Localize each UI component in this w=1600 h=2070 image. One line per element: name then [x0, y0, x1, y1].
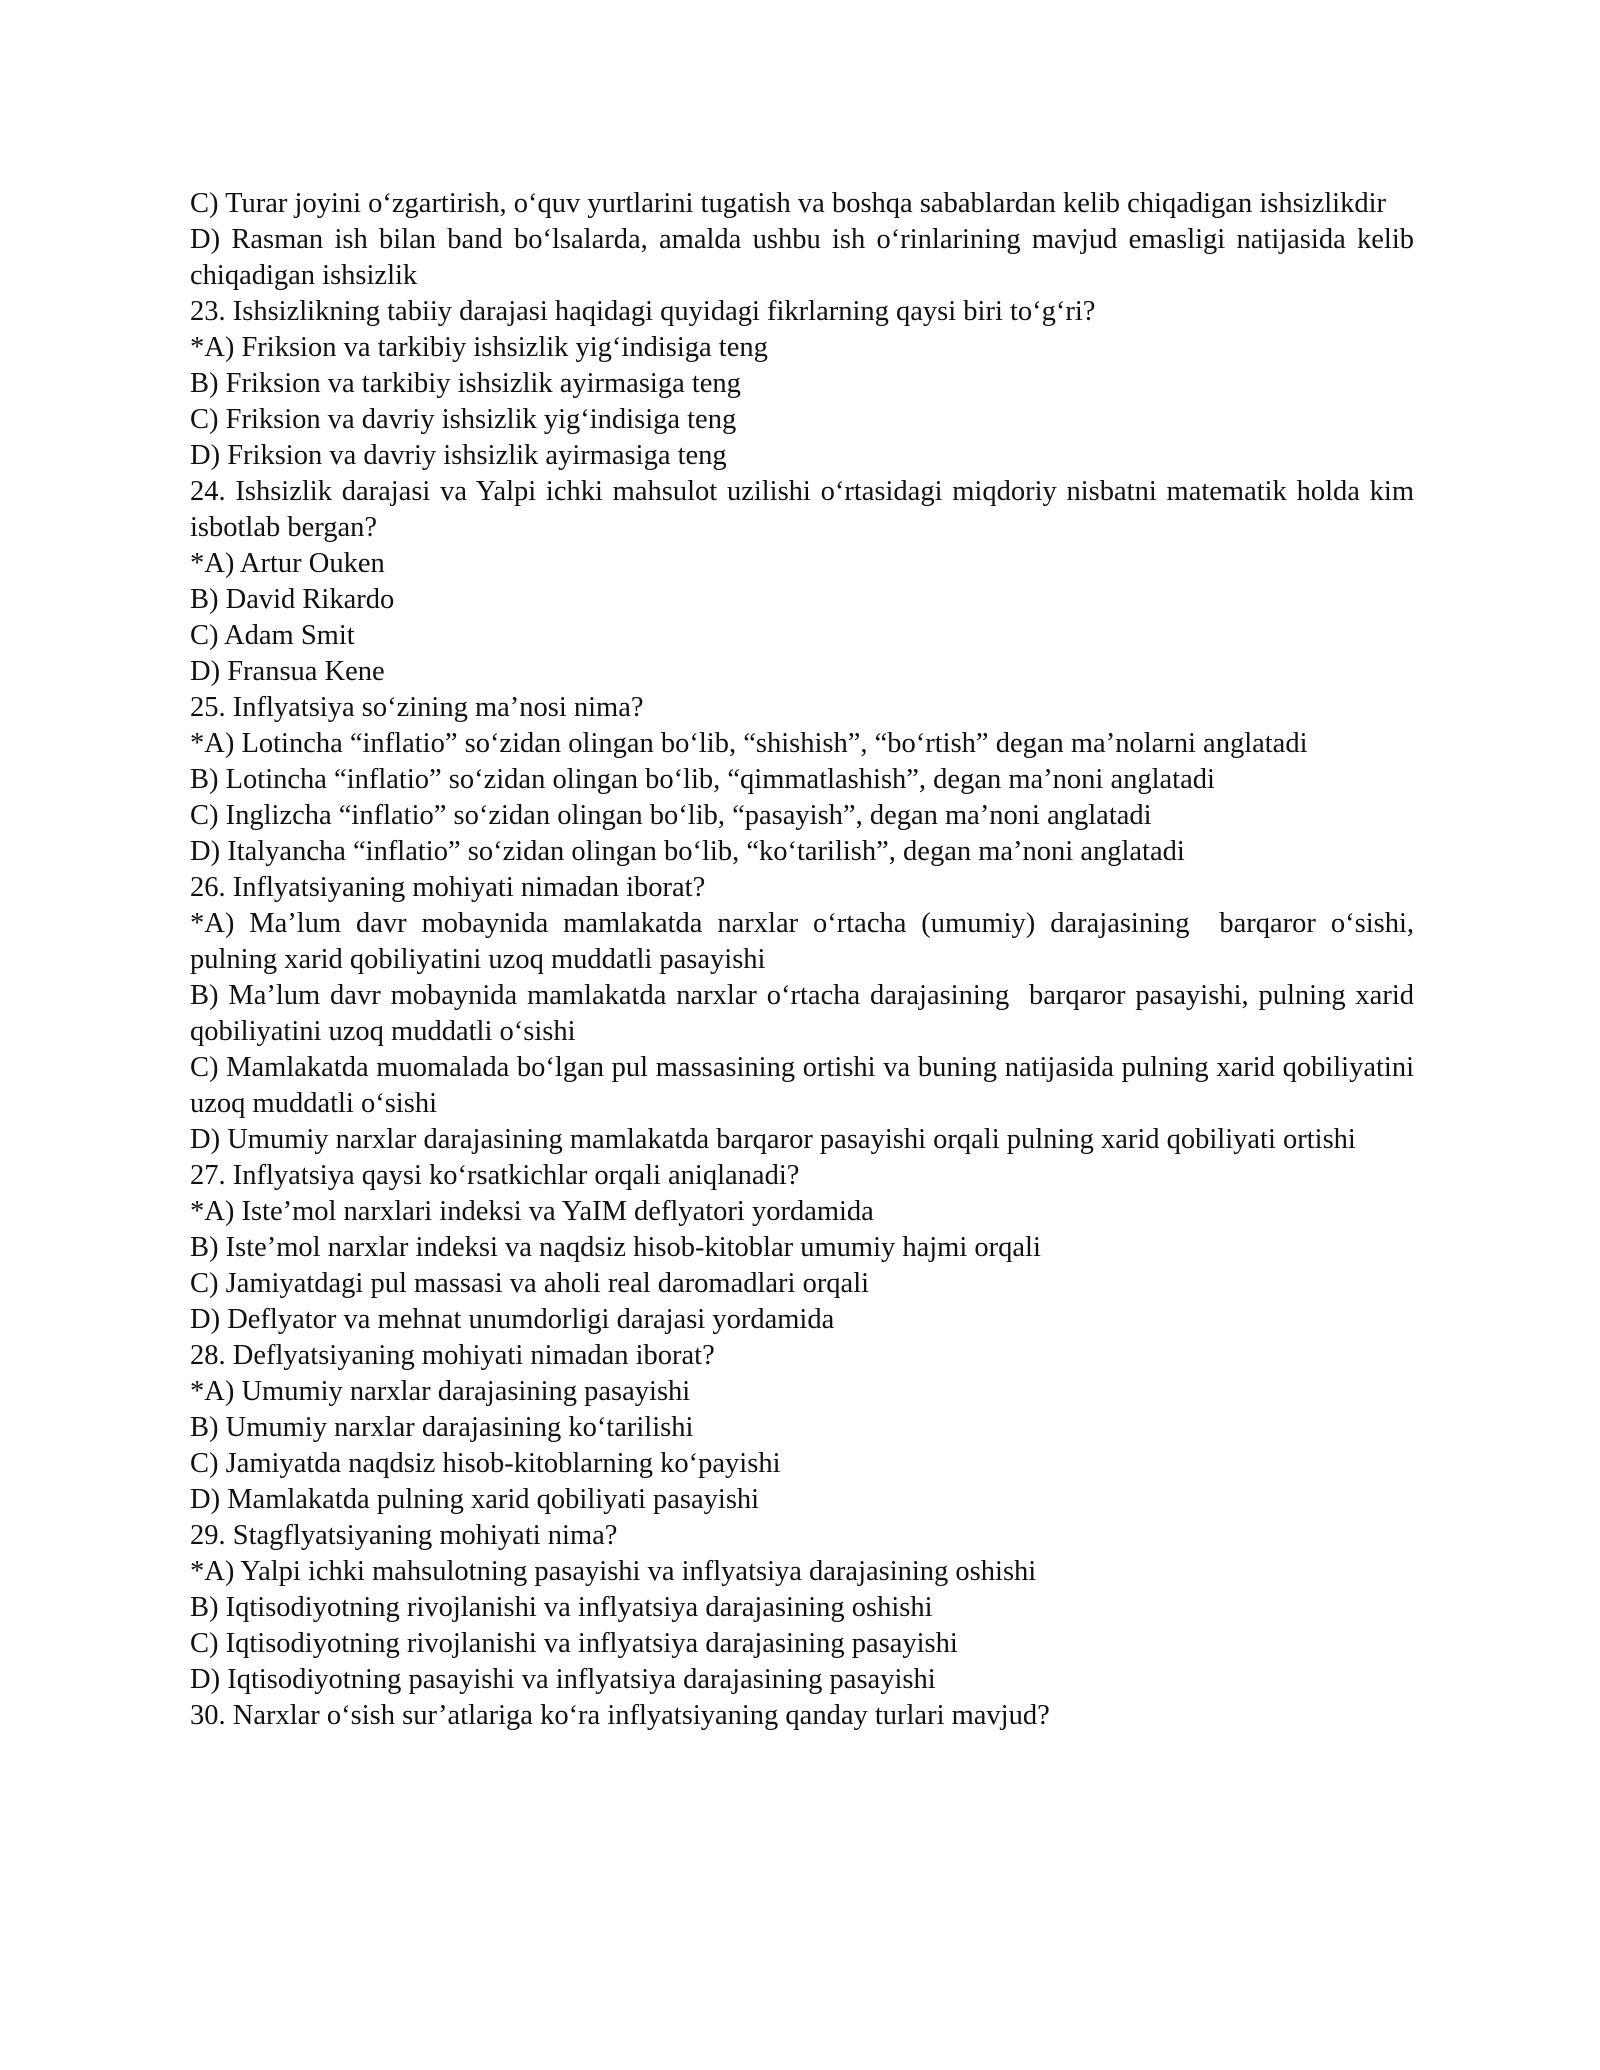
question-line: B) Lotincha “inflatio” so‘zidan olingan bo‘lib, “qimmatlashish”, degan ma’noni anglatadi [190, 764, 1215, 795]
question-line: 29. Stagflyatsiyaning mohiyati nima? [190, 1520, 618, 1551]
question-line: D) Fransua Kene [190, 656, 385, 687]
question-line: D) Mamlakatda pulning xarid qobiliyati pasayishi [190, 1484, 760, 1515]
question-line: *A) Iste’mol narxlari indeksi va YaIM deflyatori yordamida [190, 1196, 874, 1227]
question-line: D) Italyancha “inflatio” so‘zidan olingan bo‘lib, “ko‘tarilish”, degan ma’noni anglatadi [190, 836, 1185, 867]
question-line: B) Friksion va tarkibiy ishsizlik ayirmasiga teng [190, 368, 741, 399]
question-line: D) Iqtisodiyotning pasayishi va inflyatsiya darajasining pasayishi [190, 1664, 936, 1695]
question-line: 24. Ishsizlik darajasi va Yalpi ichki mahsulot uzilishi o‘rtasidagi miqdoriy nisbatni matematik holda kim isbotlab bergan? [190, 476, 1422, 543]
question-line: 26. Inflyatsiyaning mohiyati nimadan iborat? [190, 872, 706, 903]
question-line: *A) Yalpi ichki mahsulotning pasayishi va inflyatsiya darajasining oshishi [190, 1556, 1037, 1587]
question-line: C) Inglizcha “inflatio” so‘zidan olingan bo‘lib, “pasayish”, degan ma’noni anglatadi [190, 800, 1152, 831]
question-line: C) Jamiyatda naqdsiz hisob-kitoblarning ko‘payishi [190, 1448, 781, 1479]
question-line: C) Iqtisodiyotning rivojlanishi va inflyatsiya darajasining pasayishi [190, 1628, 958, 1659]
question-line: D) Deflyator va mehnat unumdorligi darajasi yordamida [190, 1304, 835, 1335]
question-line: *A) Friksion va tarkibiy ishsizlik yig‘indisiga teng [190, 332, 768, 363]
question-line: *A) Ma’lum davr mobaynida mamlakatda narxlar o‘rtacha (umumiy) darajasining barqaror o‘sishi, pulning xarid qobiliyatini uzoq muddatli pasayishi [190, 908, 1422, 975]
question-line: 27. Inflyatsiya qaysi ko‘rsatkichlar orqali aniqlanadi? [190, 1160, 800, 1191]
question-line: C) Adam Smit [190, 620, 355, 651]
question-line: B) Ma’lum davr mobaynida mamlakatda narxlar o‘rtacha darajasining barqaror pasayishi, pulning xarid qobiliyatini uzoq muddatli o‘sishi [190, 980, 1422, 1047]
question-line: *A) Artur Ouken [190, 548, 385, 579]
question-line: 25. Inflyatsiya so‘zining ma’nosi nima? [190, 692, 644, 723]
question-line: C) Turar joyini o‘zgartirish, o‘quv yurtlarini tugatish va boshqa sabablardan kelib chiqadigan ishsizlikdir [190, 188, 1386, 219]
question-line: *A) Umumiy narxlar darajasining pasayishi [190, 1376, 691, 1407]
question-line: D) Rasman ish bilan band bo‘lsalarda, amalda ushbu ish o‘rinlarining mavjud emasligi natijasida kelib chiqadigan ishsizlik [190, 224, 1422, 291]
question-line: D) Friksion va davriy ishsizlik ayirmasiga teng [190, 440, 727, 471]
question-line: 28. Deflyatsiyaning mohiyati nimadan iborat? [190, 1340, 715, 1371]
question-line: 23. Ishsizlikning tabiiy darajasi haqidagi quyidagi fikrlarning qaysi biri to‘g‘ri? [190, 296, 1096, 327]
question-line: C) Mamlakatda muomalada bo‘lgan pul massasining ortishi va buning natijasida pulning xarid qobiliyatini uzoq muddatli o‘sishi [190, 1052, 1422, 1119]
question-line: B) Iste’mol narxlar indeksi va naqdsiz hisob-kitoblar umumiy hajmi orqali [190, 1232, 1041, 1263]
document-page [190, 186, 1422, 1734]
question-line: *A) Lotincha “inflatio” so‘zidan olingan bo‘lib, “shishish”, “bo‘rtish” degan ma’nolarni anglatadi [190, 728, 1308, 759]
question-line: B) Iqtisodiyotning rivojlanishi va inflyatsiya darajasining oshishi [190, 1592, 933, 1623]
question-line: D) Umumiy narxlar darajasining mamlakatda barqaror pasayishi orqali pulning xarid qobiliyati ortishi [190, 1124, 1356, 1155]
question-line: B) Umumiy narxlar darajasining ko‘tarilishi [190, 1412, 694, 1443]
question-line: C) Friksion va davriy ishsizlik yig‘indisiga teng [190, 404, 737, 435]
question-line: B) David Rikardo [190, 584, 395, 615]
question-line: C) Jamiyatdagi pul massasi va aholi real daromadlari orqali [190, 1268, 870, 1299]
question-line: 30. Narxlar o‘sish sur’atlariga ko‘ra inflyatsiyaning qanday turlari mavjud? [190, 1700, 1050, 1731]
